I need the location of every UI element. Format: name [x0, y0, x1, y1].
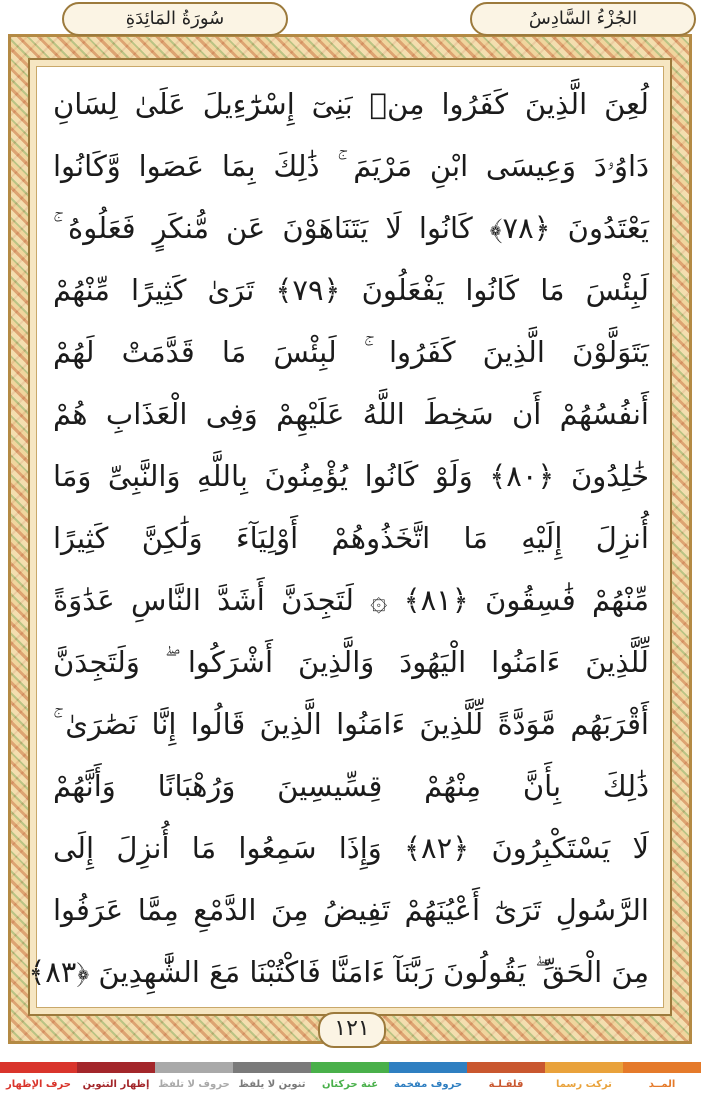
juz-title: الجُزْءُ السَّادِسُ	[470, 2, 696, 36]
verse-line: مِّنْهُمْ فَٰسِقُونَ ﴿٨١﴾ ۞ لَتَجِدَنَّ أَشَدَّ النَّاسِ عَدَٰوَةً	[53, 583, 649, 617]
legend-label: تركت رسما	[556, 1079, 612, 1090]
verse-line: لِّلَّذِينَ ءَامَنُوا الْيَهُودَ وَالَّذِينَ أَشْرَكُوا ۖ وَلَتَجِدَنَّ	[53, 645, 649, 679]
verse-line: دَاوُۥدَ وَعِيسَى ابْنِ مَرْيَمَ ۚ ذَٰلِكَ بِمَا عَصَوا وَّكَانُوا	[53, 149, 649, 183]
verse-line: لَبِئْسَ مَا كَانُوا يَفْعَلُونَ ﴿٧٩﴾ تَرَىٰ كَثِيرًا مِّنْهُمْ	[53, 273, 649, 307]
legend-swatch	[0, 1062, 77, 1073]
verse-line: أُنزِلَ إِلَيْهِ مَا اتَّخَذُوهُمْ أَوْلِيَآءَ وَلَٰكِنَّ كَثِيرًا	[53, 521, 649, 555]
legend-label: إظهار التنوين	[82, 1079, 150, 1090]
tajweed-color-legend	[0, 1062, 701, 1101]
legend-item	[311, 1062, 389, 1101]
legend-label: قلقـلـة	[488, 1079, 524, 1090]
verse-line: الرَّسُولِ تَرَىٰٓ أَعْيُنَهُمْ تَفِيضُ مِنَ الدَّمْعِ مِمَّا عَرَفُوا	[53, 893, 649, 927]
legend-swatch	[155, 1062, 233, 1073]
verse-line: يَعْتَدُونَ ﴿٧٨﴾ كَانُوا لَا يَتَنَاهَوْنَ عَن مُّنكَرٍ فَعَلُوهُ ۚ	[53, 211, 649, 245]
legend-label: حروف مفخمة	[393, 1079, 463, 1090]
legend-label: حروف لا تلفظ	[158, 1079, 230, 1090]
verse-line: خَٰلِدُونَ ﴿٨٠﴾ وَلَوْ كَانُوا يُؤْمِنُونَ بِاللَّهِ وَالنَّبِىِّ وَمَا	[53, 459, 650, 493]
verse-line: لُعِنَ الَّذِينَ كَفَرُوا مِنۢ بَنِىٓ إِسْرَٰٓءِيلَ عَلَىٰ لِسَانِ	[53, 87, 649, 121]
legend-swatch	[389, 1062, 467, 1073]
legend-item	[155, 1062, 233, 1101]
verse-line: أَقْرَبَهُم مَّوَدَّةً لِّلَّذِينَ ءَامَنُوا الَّذِينَ قَالُوا إِنَّا نَصَٰرَىٰ ۚ	[53, 707, 649, 741]
legend-swatch	[233, 1062, 311, 1073]
legend-label: غنة حركتان	[321, 1079, 379, 1090]
legend-swatch	[467, 1062, 545, 1073]
legend-swatch	[311, 1062, 389, 1073]
legend-item	[77, 1062, 155, 1101]
legend-item	[233, 1062, 311, 1101]
verse-line: لَا يَسْتَكْبِرُونَ ﴿٨٢﴾ وَإِذَا سَمِعُوا مَا أُنزِلَ إِلَى	[53, 831, 650, 865]
legend-label: المــد	[648, 1079, 676, 1090]
legend-item	[623, 1062, 701, 1101]
verse-line: ذَٰلِكَ بِأَنَّ مِنْهُمْ قِسِّيسِينَ وَرُهْبَانًا وَأَنَّهُمْ	[53, 769, 649, 803]
verse-line: أَنفُسُهُمْ أَن سَخِطَ اللَّهُ عَلَيْهِمْ وَفِى الْعَذَابِ هُمْ	[53, 397, 649, 431]
legend-item	[467, 1062, 545, 1101]
legend-item	[0, 1062, 77, 1101]
surah-title: سُورَةُ المَائِدَةِ	[62, 2, 288, 36]
legend-label: تنوين لا يلفظ	[238, 1079, 306, 1090]
legend-swatch	[623, 1062, 701, 1073]
legend-item	[545, 1062, 623, 1101]
verse-line: مِنَ الْحَقِّ ۖ يَقُولُونَ رَبَّنَآ ءَامَنَّا فَاكْتُبْنَا مَعَ الشَّٰهِدِينَ ﴿٨٣﴾	[28, 955, 649, 989]
legend-item	[389, 1062, 467, 1101]
legend-swatch	[77, 1062, 155, 1073]
legend-label: حرف الإظهار	[6, 1079, 71, 1090]
verse-line: يَتَوَلَّوْنَ الَّذِينَ كَفَرُوا ۚ لَبِئْسَ مَا قَدَّمَتْ لَهُمْ	[53, 335, 649, 369]
legend-swatch	[545, 1062, 623, 1073]
page-number: ١٢١	[318, 1012, 386, 1048]
quran-text-area	[28, 66, 664, 1008]
